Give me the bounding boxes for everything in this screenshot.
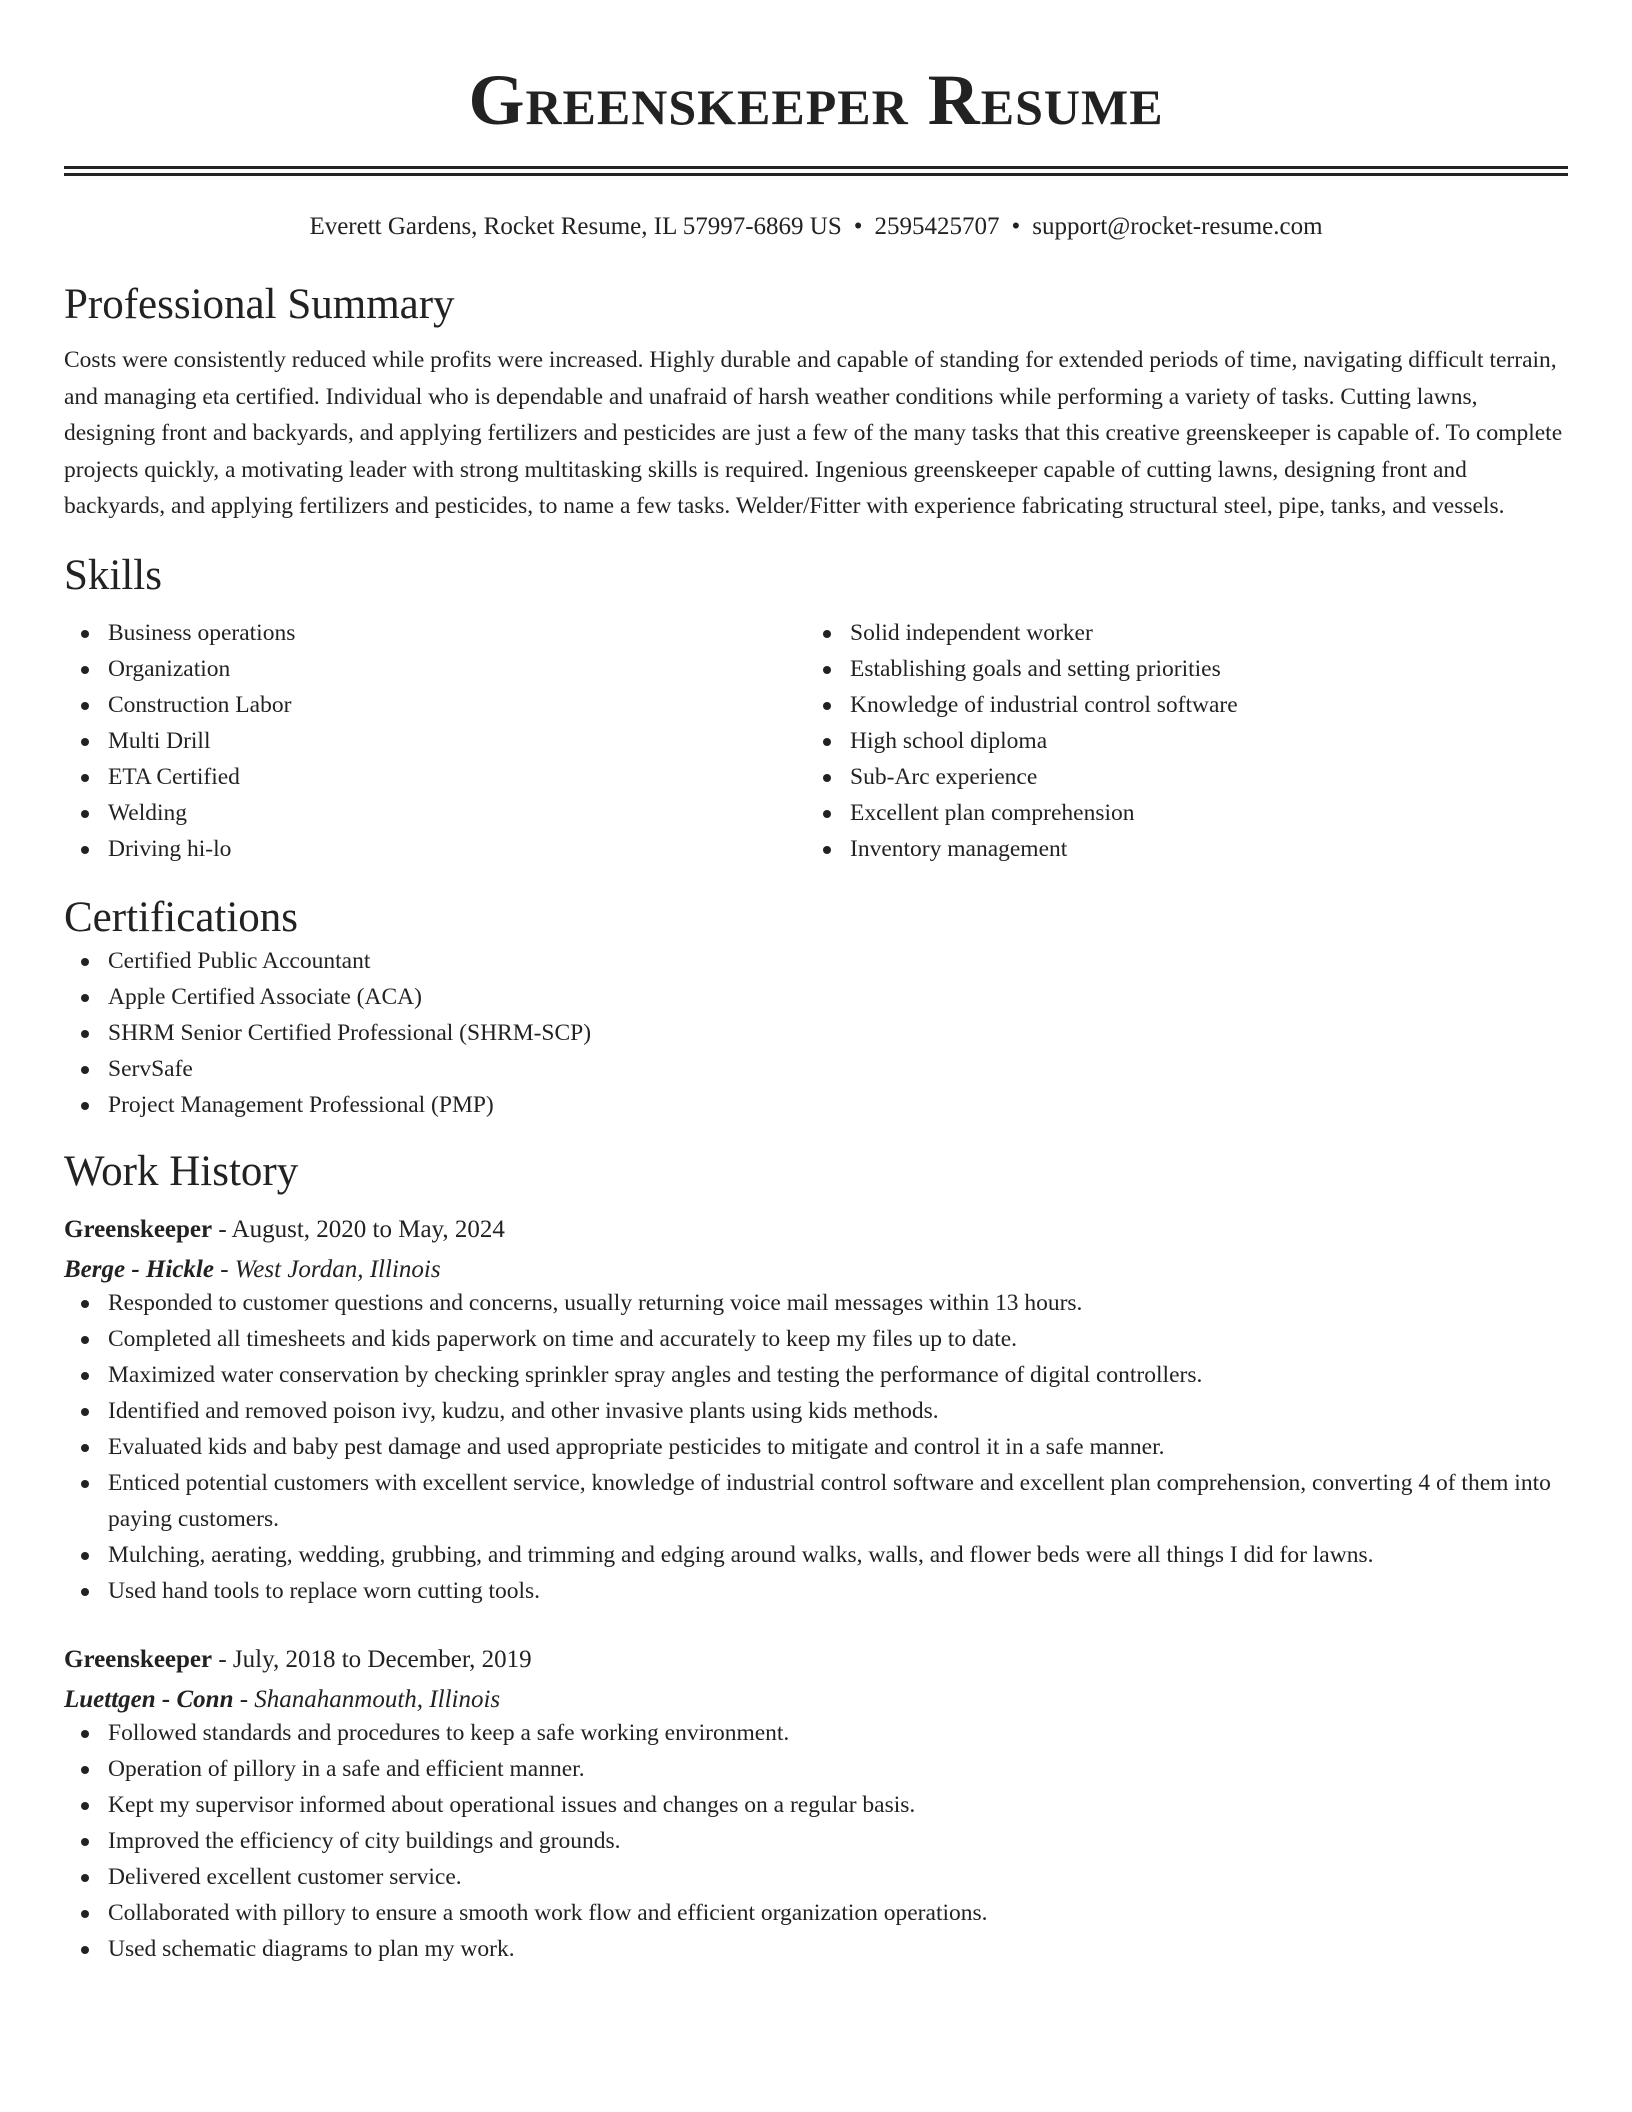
job-duty-item: Enticed potential customers with excellent service, knowledge of industrial control software and excellent plan comprehension, converting 4 of them into paying customers. [64,1465,1568,1537]
skill-item: Solid independent worker [806,615,1548,651]
skill-item: ETA Certified [64,759,806,795]
job-employer [64,1685,1568,1715]
job-duty-item: Kept my supervisor informed about operational issues and changes on a regular basis. [64,1787,1568,1823]
job-duty-item: Evaluated kids and baby pest damage and used appropriate pesticides to mitigate and control it in a safe manner. [64,1429,1568,1465]
skill-item: Inventory management [806,831,1548,867]
job-duty-item: Used schematic diagrams to plan my work. [64,1931,1568,1967]
certification-item: SHRM Senior Certified Professional (SHRM-SCP) [64,1015,1568,1051]
certifications-list [64,943,1568,1123]
skill-item: Establishing goals and setting priorities [806,651,1548,687]
job-company: Luettgen - Conn [64,1685,234,1713]
job-location: - Shanahanmouth, Illinois [233,1685,501,1713]
contact-separator: • [1011,213,1021,240]
job-duty-item: Operation of pillory in a safe and efficient manner. [64,1751,1568,1787]
job-employer [64,1255,1568,1285]
job-dates: - August, 2020 to May, 2024 [212,1215,505,1243]
contact-line [64,212,1568,242]
job-duty-item: Followed standards and procedures to keep a safe working environment. [64,1715,1568,1751]
job-company: Berge - Hickle [64,1255,214,1283]
job-entry [64,1215,1568,1609]
contact-phone: 2595425707 [874,213,1000,240]
skill-item: Business operations [64,615,806,651]
summary-text: Costs were consistently reduced while profits were increased. Highly durable and capable of standing for extended periods of time, navigating difficult terrain, and managing eta certified. Individual who is dependable and unafraid of harsh weather conditions while performing a variety of tasks. Cutting lawns, designing front and backyards, and applying fertilizers and pesticides are just a few of the many tasks that this creative greenskeeper is capable of. To complete projects quickly, a motivating leader with strong multitasking skills is required. Ingenious greenskeeper capable of cutting lawns, designing front and backyards, and applying fertilizers and pesticides, to name a few tasks. Welder/Fitter with experience fabricating structural steel, pipe, tanks, and vessels. [64,347,1563,520]
skill-item: Welding [64,795,806,831]
job-duty-item: Delivered excellent customer service. [64,1859,1568,1895]
job-role: Greenskeeper [64,1645,213,1673]
job-duties-list [64,1715,1568,1967]
certification-item: ServSafe [64,1051,1568,1087]
summary-heading: Professional Summary [64,281,455,328]
certification-item: Project Management Professional (PMP) [64,1087,1568,1123]
resume-title: Greenskeeper Resume [468,60,1164,140]
job-role: Greenskeeper [64,1215,213,1243]
work-history-heading: Work History [64,1147,299,1195]
job-duty-item: Mulching, aerating, wedding, grubbing, and trimming and edging around walks, walls, and flower beds were all things I did for lawns. [64,1537,1568,1573]
job-dates: - July, 2018 to December, 2019 [212,1645,532,1673]
skills-column-left [64,615,806,867]
certifications-heading: Certifications [64,893,299,941]
skill-item: Excellent plan comprehension [806,795,1548,831]
skills-grid [64,615,1568,867]
job-header [64,1645,1568,1675]
skills-list-left [64,615,806,867]
skills-list-right [806,615,1548,867]
skill-item: Knowledge of industrial control software [806,687,1548,723]
job-duty-item: Used hand tools to replace worn cutting tools. [64,1573,1568,1609]
title-divider [64,166,1568,176]
skill-item: Sub-Arc experience [806,759,1548,795]
job-duty-item: Identified and removed poison ivy, kudzu, and other invasive plants using kids methods. [64,1393,1568,1429]
skill-item: Multi Drill [64,723,806,759]
skill-item: Organization [64,651,806,687]
skill-item: Driving hi-lo [64,831,806,867]
job-header [64,1215,1568,1245]
job-duty-item: Improved the efficiency of city buildings and grounds. [64,1823,1568,1859]
skills-heading: Skills [64,551,162,599]
job-entry [64,1645,1568,1967]
certification-item: Certified Public Accountant [64,943,1568,979]
job-duty-item: Responded to customer questions and concerns, usually returning voice mail messages within 13 hours. [64,1285,1568,1321]
contact-separator: • [853,213,863,240]
job-location: - West Jordan, Illinois [213,1255,441,1283]
skills-column-right [806,615,1548,867]
job-duty-item: Maximized water conservation by checking sprinkler spray angles and testing the performance of digital controllers. [64,1357,1568,1393]
contact-address: Everett Gardens, Rocket Resume, IL 57997-6869 US [309,213,842,240]
job-duty-item: Completed all timesheets and kids paperwork on time and accurately to keep my files up to date. [64,1321,1568,1357]
skill-item: Construction Labor [64,687,806,723]
job-duties-list [64,1285,1568,1609]
job-duty-item: Collaborated with pillory to ensure a smooth work flow and efficient organization operations. [64,1895,1568,1931]
certification-item: Apple Certified Associate (ACA) [64,979,1568,1015]
contact-email: support@rocket-resume.com [1032,213,1323,240]
skill-item: High school diploma [806,723,1548,759]
